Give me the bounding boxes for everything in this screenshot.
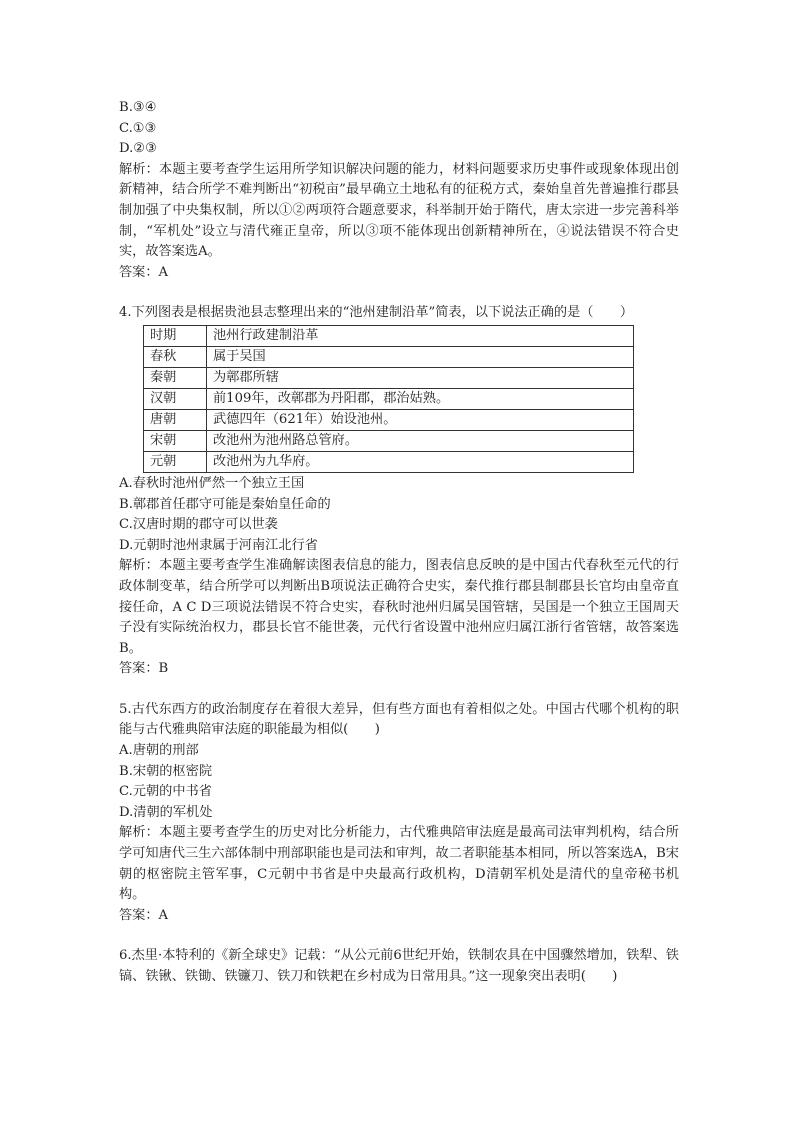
analysis-text: 解析：本题主要考查学生运用所学知识解决问题的能力，材料问题要求历史事件或现象体现出创新精神，结合所学不难判断出“初税亩”最早确立土地私有的征税方式，秦始皇首先普遍推行郡县制加强了中央集权制，所以①②两项符合题意要求，科举制开始于隋代，唐太宗进一步完善科举制，“军机处”设立与清代雍正皇帝，所以③项不能体现出创新精神所在，④说法错误不符合史实，故答案选A。 — [119, 161, 679, 260]
question-stem: 5.古代东西方的政治制度存在着很大差异，但有些方面也有着相似之处。中国古代哪个机构的职能与古代雅典陪审法庭的职能最为相似( ) — [119, 701, 679, 738]
option-b: B.宋朝的枢密院 — [119, 763, 213, 779]
table-row — [144, 430, 634, 451]
question-stem: 4.下列图表是根据贵池县志整理出来的“池州建制沿革”简表，以下说法正确的是（ ） — [119, 305, 633, 321]
table-cell: 为鄣郡所辖 — [207, 367, 634, 388]
document-page — [119, 98, 679, 988]
answer-text: 答案：B — [119, 661, 169, 677]
question-4 — [119, 303, 679, 680]
analysis-text: 解析：本题主要考查学生准确解读图表信息的能力，图表信息反映的是中国古代春秋至元代的行政体制变革，结合所学可以判断出B项说法正确符合史实，秦代推行郡县制郡县长官均由皇帝直接任命，A C D三项说法错误不符合史实，春秋时池州归属吴国管辖，吴国是一个独立王国周天子没有实际统治权力，郡县长官不能世袭，元代行省设置中池州应归属江浙行省管辖，故答案选B。 — [119, 558, 679, 656]
option-b: B.鄣郡首任郡守可能是秦始皇任命的 — [119, 496, 331, 512]
table-cell: 秦朝 — [144, 367, 207, 388]
option-d: D.②③ — [119, 141, 157, 157]
table-header-row — [144, 325, 634, 346]
question-6 — [119, 946, 679, 987]
option-c: C.①③ — [119, 120, 157, 136]
question-stem: 6.杰里·本特利的《新全球史》记载：“从公元前6世纪开始，铁制农具在中国骤然增加，铁犁、铁镐、铁锹、铁锄、铁镰刀、铁刀和铁耙在乡村成为日常用具。”这一现象突出表明( ) — [119, 948, 679, 984]
option-d: D.元朝时池州隶属于河南江北行省 — [119, 537, 318, 553]
table-cell: 宋朝 — [144, 430, 207, 451]
table-row — [144, 367, 634, 388]
table-header-cell: 时期 — [144, 325, 207, 346]
table-cell: 改池州为九华府。 — [207, 451, 634, 472]
table-row — [144, 346, 634, 367]
option-c: C.汉唐时期的郡守可以世袭 — [119, 517, 278, 533]
option-c: C.元朝的中书省 — [119, 784, 212, 800]
option-d: D.清朝的军机处 — [119, 804, 213, 820]
table-cell: 春秋 — [144, 346, 207, 367]
table-cell: 汉朝 — [144, 388, 207, 409]
question-5 — [119, 700, 679, 927]
option-a: A.唐朝的刑部 — [119, 743, 199, 759]
history-table — [143, 325, 634, 473]
table-header-cell: 池州行政建制沿革 — [207, 325, 634, 346]
answer-text: 答案：A — [119, 907, 169, 923]
question-3 — [119, 98, 679, 283]
table-row — [144, 451, 634, 472]
analysis-text: 解析：本题主要考查学生的历史对比分析能力，古代雅典陪审法庭是最高司法审判机构，结合所学可知唐代三生六部体制中刑部职能也是司法和审判，故二者职能基本相同，所以答案选A，B宋朝的枢密院主管军事，C元朝中书省是中央最高行政机构，D清朝军机处是清代的皇帝秘书机构。 — [119, 825, 679, 903]
table-cell: 属于吴国 — [207, 346, 634, 367]
table-cell: 唐朝 — [144, 409, 207, 430]
table-cell: 武德四年（621年）始设池州。 — [207, 409, 634, 430]
table-row — [144, 409, 634, 430]
table-row — [144, 388, 634, 409]
table-cell: 元朝 — [144, 451, 207, 472]
option-a: A.春秋时池州俨然一个独立王国 — [119, 475, 305, 491]
option-b: B.③④ — [119, 100, 157, 115]
answer-text: 答案：A — [119, 264, 169, 280]
table-cell: 改池州为池州路总管府。 — [207, 430, 634, 451]
table-cell: 前109年，改鄣郡为丹阳郡，郡治姑熟。 — [207, 388, 634, 409]
